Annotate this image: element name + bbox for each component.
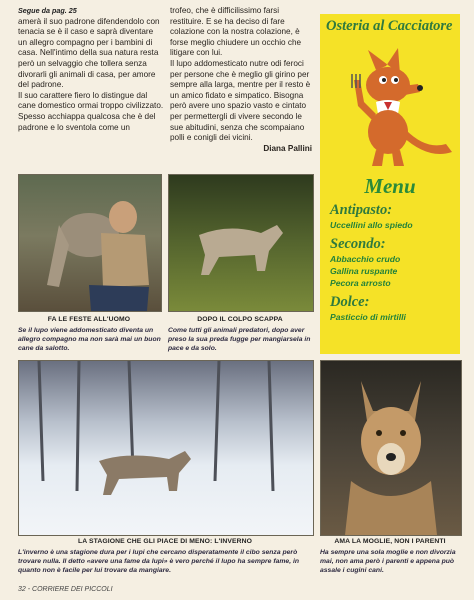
article-col-1 bbox=[18, 6, 164, 133]
caption-text: Come tutti gli animali predatori, dopo aver preso la sua preda fugge per mangiarsela in pace e da solo. bbox=[168, 327, 311, 352]
menu-section-heading: Secondo: bbox=[330, 236, 386, 252]
article-paragraph: Il lupo addomesticato nutre odi feroci per persone che è meglio gli girino per sempre alla larga, mentre per il resto è un amico fidato e simpatico. Bisogna però avere uno spazio vasto e cintato per permettergli di vivere secondo le sue abitudini, senza che scompaiano polli e conigli dei vicini. bbox=[170, 58, 311, 143]
photo-wolf-portrait bbox=[320, 360, 462, 536]
menu-title: Menu bbox=[364, 174, 416, 198]
article-col-2 bbox=[170, 6, 312, 154]
caption-text: L'inverno è una stagione dura per i lupi che cercano disperatamente il cibo senza però trovare nulla. Il detto «avere una fame da lupi» è vero perché il lupo ha sempre fame, in quanto non è facile per lui trovare da mangiare. bbox=[18, 549, 300, 574]
article-paragraph: amerà il suo padrone difendendolo con tenacia se è il caso e saprà diventare un allegro compagno per i bambini di casa. Nell'intimo della sua natura resta però un selvaggio che tollera senza divorarli gli animali di casa, per amore del padrone. bbox=[18, 16, 160, 90]
caption-title: FA LE FESTE ALL'UOMO bbox=[47, 316, 131, 323]
photo-wolf-running-forest bbox=[168, 174, 314, 312]
caption-title: AMA LA MOGLIE, NON I PARENTI bbox=[334, 538, 446, 545]
menu-panel bbox=[320, 14, 460, 354]
caption-title: LA STAGIONE CHE GLI PIACE DI MENO: L'INVERNO bbox=[77, 538, 253, 545]
photo-wolf-in-snow bbox=[18, 360, 314, 536]
menu-item: Pasticcio di mirtilli bbox=[330, 312, 406, 322]
menu-item: Uccellini allo spiedo bbox=[330, 220, 413, 230]
menu-item: Pecora arrosto bbox=[330, 278, 391, 288]
continued-label: Segue da pag. 25 bbox=[18, 6, 77, 15]
menu-list bbox=[330, 202, 458, 323]
menu-section-heading: Dolce: bbox=[330, 294, 370, 310]
article-paragraph: trofeo, che è difficilissimo farsi restituire. E se ha deciso di fare colazione con la nostra colazione, è forse meglio chiudere un occhio che litigare con lui. bbox=[170, 6, 302, 58]
menu-item: Gallina ruspante bbox=[330, 266, 398, 276]
photo-man-with-wolf bbox=[18, 174, 162, 312]
article-paragraph: Il suo carattere fiero lo distingue dal cane domestico ormai troppo civilizzato. Spesso acchiappa qualcosa che è del padrone e lo sventola come un bbox=[18, 90, 164, 132]
author-name: Diana Pallini bbox=[263, 143, 312, 153]
caption-text: Se il lupo viene addomesticato diventa un allegro compagno ma non sarà mai un buon cane da salotto. bbox=[18, 327, 161, 352]
page-number: 32 bbox=[18, 586, 26, 593]
menu-item: Abbacchio crudo bbox=[330, 254, 401, 264]
menu-section-heading: Antipasto: bbox=[330, 202, 393, 218]
caption-title: DOPO IL COLPO SCAPPA bbox=[197, 316, 283, 323]
magazine-name: CORRIERE DEI PICCOLI bbox=[32, 586, 113, 593]
cartoon-wolf-illustration bbox=[328, 40, 458, 170]
osteria-title: Osteria al Cacciatore bbox=[326, 18, 453, 34]
page-footer: 32 - CORRIERE DEI PICCOLI bbox=[18, 586, 113, 593]
caption-text: Ha sempre una sola moglie e non divorzia mai, non ama però i parenti e appena può assale i cugini cani. bbox=[320, 549, 456, 574]
